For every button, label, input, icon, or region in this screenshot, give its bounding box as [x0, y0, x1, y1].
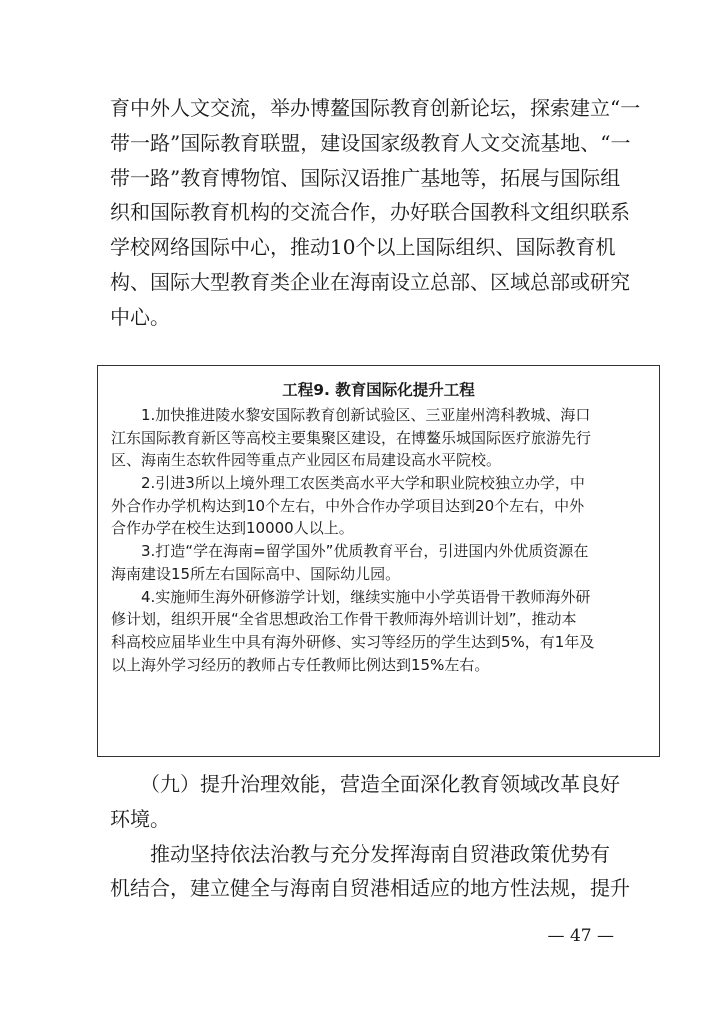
section-heading-line: （九）提升治理效能，营造全面深化教育领域改革良好 — [140, 772, 620, 796]
box-line: 修计划，组织开展“全省思想政治工作骨干教师海外培训计划”，推动本 — [111, 610, 577, 629]
text-line: 推动坚持依法治教与充分发挥海南自贸港政策优势有 — [150, 841, 610, 866]
text-line: 机结合，建立健全与海南自贸港相适应的地方性法规，提升 — [110, 876, 630, 901]
page-number: — 47 — — [547, 926, 614, 946]
project-box-body — [111, 404, 651, 676]
box-line: 区、海南生态软件园等重点产业园区布局建设高水平院校。 — [111, 451, 502, 470]
project-box-title: 工程9. 教育国际化提升工程 — [282, 381, 475, 399]
project-box — [97, 365, 660, 757]
text-line: 带一路”国际教育联盟，建设国家级教育人文交流基地、“一 — [110, 130, 631, 155]
box-line: 4.实施师生海外研修游学计划，继续实施中小学英语骨干教师海外研 — [141, 587, 591, 606]
box-line: 海南建设15所左右国际高中、国际幼儿园。 — [111, 564, 401, 583]
box-line: 3.打造“学在海南=留学国外”优质教育平台，引进国内外优质资源在 — [141, 542, 589, 561]
text-line: 学校网络国际中心，推动10个以上国际组织、国际教育机 — [110, 235, 616, 260]
box-line: 2.引进3所以上境外理工农医类高水平大学和职业院校独立办学，中 — [141, 474, 585, 493]
box-line: 外合作办学机构达到10个左右，中外合作办学项目达到20个左右，中外 — [111, 496, 585, 515]
text-line: 带一路”教育博物馆、国际汉语推广基地等，拓展与国际组 — [110, 165, 621, 190]
section-paragraph — [110, 767, 630, 906]
text-line: 织和国际教育机构的交流合作，办好联合国教科文组织联系 — [110, 200, 630, 225]
text-line: 中心。 — [110, 304, 170, 329]
intro-paragraph — [110, 91, 641, 335]
text-line: 育中外人文交流，举办博鳌国际教育创新论坛，探索建立“一 — [110, 96, 641, 120]
box-line: 以上海外学习经历的教师占专任教师比例达到15%左右。 — [111, 655, 490, 674]
section-heading-line: 环境。 — [110, 806, 170, 831]
text-line: 构、国际大型教育类企业在海南设立总部、区域总部或研究 — [110, 269, 630, 294]
box-line: 江东国际教育新区等高校主要集聚区建设，在博鳌乐城国际医疗旅游先行 — [111, 428, 592, 447]
box-line: 科高校应届毕业生中具有海外研修、实习等经历的学生达到5%，有1年及 — [111, 632, 595, 651]
box-line: 合作办学在校生达到10000人以上。 — [111, 519, 354, 538]
box-line: 1.加快推进陵水黎安国际教育创新试验区、三亚崖州湾科教城、海口 — [141, 406, 591, 424]
